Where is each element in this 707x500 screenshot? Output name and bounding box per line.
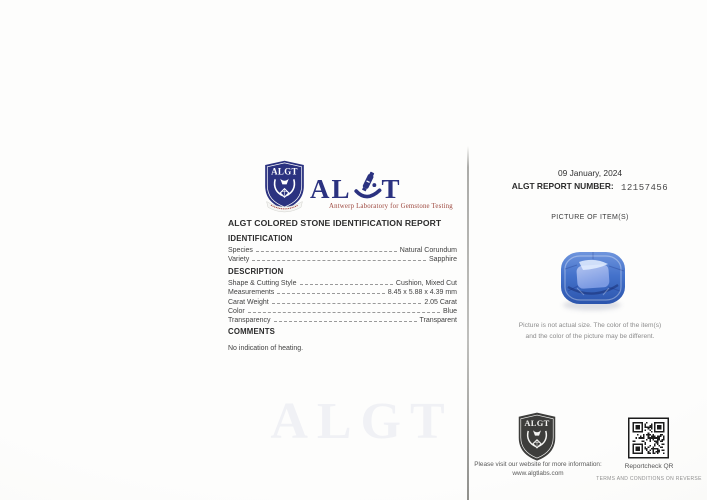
- gem-photo: [556, 247, 634, 315]
- spec-value: 8.45 x 5.88 x 4.39 mm: [387, 289, 457, 297]
- spec-row-color: [228, 306, 457, 315]
- terms-notice: TERMS AND CONDITIONS ON REVERSE: [596, 476, 702, 482]
- dotted-leader: [272, 303, 422, 304]
- identification-heading: IDENTIFICATION: [228, 234, 293, 243]
- spec-label: Species: [228, 247, 253, 255]
- microscope-g-icon: [353, 169, 382, 202]
- report-date: 09 January, 2024: [557, 168, 623, 178]
- comments-text: No indication of heating.: [228, 345, 304, 352]
- spec-value: 2.05 Carat: [424, 298, 457, 306]
- report-title: ALGT COLORED STONE IDENTIFICATION REPORT: [228, 218, 442, 228]
- algt-watermark: ALGT: [270, 393, 454, 450]
- website-info-line: Please visit our website for more information:: [474, 461, 602, 468]
- spec-row-variety: [228, 254, 457, 263]
- spec-value: Sapphire: [428, 256, 457, 264]
- spec-value: Cushion, Mixed Cut: [395, 280, 457, 288]
- dotted-leader: [248, 312, 440, 313]
- spec-row-transparency: [228, 315, 457, 324]
- logotype-left: AL: [310, 173, 352, 204]
- spec-row-shape: [228, 278, 457, 287]
- dotted-leader: [300, 284, 393, 285]
- algt-logotype: [310, 160, 402, 204]
- logo-tagline: Antwerp Laboratory for Gemstone Testing: [329, 203, 453, 210]
- dotted-leader: [274, 321, 417, 322]
- dotted-leader: [256, 251, 397, 252]
- shield-brand-text: ALGT: [271, 166, 298, 177]
- fold-crease: [467, 146, 469, 500]
- spec-value: Blue: [442, 307, 457, 315]
- spec-label: Variety: [228, 256, 250, 264]
- dotted-leader: [252, 260, 426, 261]
- spec-label: Carat Weight: [228, 298, 269, 306]
- spec-label: Shape & Cutting Style: [228, 280, 297, 288]
- comments-section: [228, 327, 457, 352]
- footer-shield-logo-icon: [516, 412, 558, 462]
- picture-caption-line1: Picture is not actual size. The color of the item(s): [518, 322, 662, 329]
- spec-value: Natural Corundum: [399, 247, 457, 255]
- picture-caption-line2: and the color of the picture may be different.: [525, 333, 655, 340]
- description-section: [228, 267, 457, 324]
- website-url: www.algtlabs.com: [512, 470, 564, 477]
- comments-heading: COMMENTS: [228, 327, 276, 336]
- spec-row-species: [228, 245, 457, 254]
- report-number-value: 12157456: [621, 183, 669, 193]
- algt-shield-logo-icon: [263, 160, 306, 213]
- spec-label: Measurements: [228, 289, 275, 297]
- qr-label: Reportcheck QR: [624, 463, 674, 470]
- spec-label: Transparency: [228, 316, 271, 324]
- dotted-leader: [277, 293, 384, 294]
- sapphire-gem-image: [556, 247, 634, 315]
- picture-heading: PICTURE OF ITEM(S): [551, 214, 629, 221]
- spec-value: Transparent: [419, 316, 457, 324]
- identification-section: [228, 234, 457, 263]
- description-heading: DESCRIPTION: [228, 267, 284, 276]
- footer-shield-brand-text: ALGT: [524, 418, 550, 429]
- report-number-line: [472, 181, 707, 192]
- spec-label: Color: [228, 307, 245, 315]
- spec-row-carat-weight: [228, 296, 457, 305]
- report-number-label: ALGT REPORT NUMBER:: [511, 181, 614, 191]
- spec-row-measurements: [228, 287, 457, 296]
- logotype-right: T: [381, 173, 402, 204]
- qr-code: [628, 416, 669, 460]
